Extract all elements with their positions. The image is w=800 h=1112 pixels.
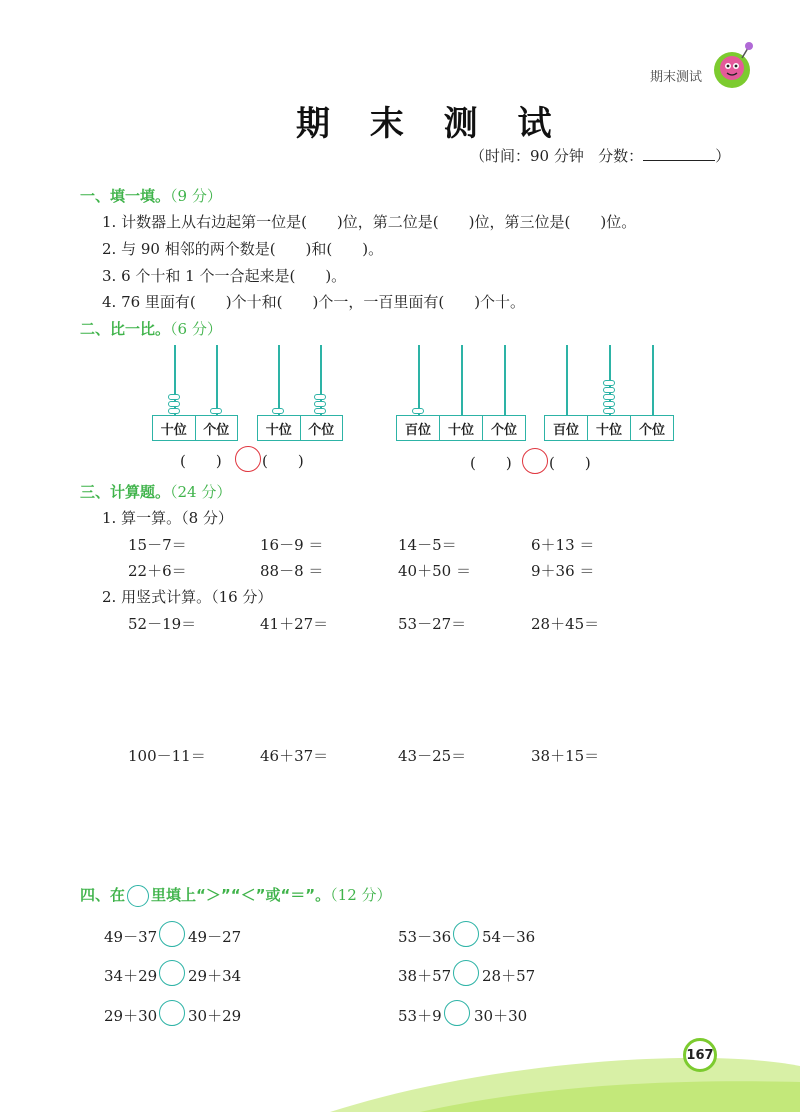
bead xyxy=(210,408,222,414)
place-ones: 个位 xyxy=(638,422,665,438)
bead xyxy=(272,408,284,414)
abacus-d-places xyxy=(544,415,674,441)
place-ones: 个位 xyxy=(308,422,335,438)
bead xyxy=(412,408,424,414)
bead xyxy=(603,401,615,407)
compare-blank[interactable] xyxy=(444,1000,470,1026)
bead xyxy=(603,387,615,393)
compare-blank[interactable] xyxy=(159,960,185,986)
place-hundreds: 百位 xyxy=(545,416,588,440)
place-tens: 十位 xyxy=(588,416,631,440)
abacus-c-rod-tens xyxy=(461,345,463,415)
calc-item: 40＋50 ＝ xyxy=(398,562,471,580)
place-ones: 个位 xyxy=(203,422,230,438)
calc-item: 9＋36 ＝ xyxy=(531,562,595,580)
mascot-icon xyxy=(712,40,756,92)
answer-paren-b[interactable]: ( ) xyxy=(262,452,304,470)
exam-score-label: 分数： xyxy=(598,147,644,165)
calc-item: 16－9 ＝ xyxy=(260,536,324,554)
vertical-calc-item: 100－11＝ xyxy=(128,747,206,765)
bead xyxy=(314,394,326,400)
calc-item: 14－5＝ xyxy=(398,536,457,554)
compare-left-a: 29＋30 xyxy=(104,1007,158,1025)
compare-left-a: 34＋29 xyxy=(104,967,158,985)
compare-right-b: 30＋30 xyxy=(474,1007,528,1025)
vertical-calc-item: 28＋45＝ xyxy=(531,615,600,633)
fill-question-2: 2. 与 90 相邻的两个数是( )和( )。 xyxy=(102,240,384,258)
section-4-heading xyxy=(80,884,392,907)
section-1-points: （9 分） xyxy=(170,187,222,205)
section-1-title: 一、填一填。 xyxy=(80,187,171,205)
bead xyxy=(603,408,615,414)
place-tens: 十位 xyxy=(440,416,483,440)
vertical-calc-item: 43－25＝ xyxy=(398,747,467,765)
section-4-points: （12 分） xyxy=(330,886,392,904)
abacus-d-rod-ones xyxy=(652,345,654,415)
section-2-title: 二、比一比。 xyxy=(80,320,171,338)
fill-question-4: 4. 76 里面有( )个十和( )个一，一百里面有( )个十。 xyxy=(102,293,526,311)
bead xyxy=(603,394,615,400)
abacus-a-rod-ones xyxy=(216,345,218,415)
abacus-b-places xyxy=(257,415,343,441)
compare-right-a: 53＋9 xyxy=(398,1007,442,1025)
compare-left-b: 29＋34 xyxy=(188,967,242,985)
calc-item: 88－8 ＝ xyxy=(260,562,324,580)
answer-paren-d[interactable]: ( ) xyxy=(549,454,591,472)
answer-paren-a[interactable]: ( ) xyxy=(180,452,222,470)
fill-question-1: 1. 计数器上从右边起第一位是( )位，第二位是( )位，第三位是( )位。 xyxy=(102,213,637,231)
section-4-title-a: 四、在 xyxy=(80,886,126,904)
fill-question-3: 3. 6 个十和 1 个一合起来是( )。 xyxy=(102,267,347,285)
abacus-b-rod-tens xyxy=(278,345,280,415)
compare-left-b: 30＋29 xyxy=(188,1007,242,1025)
vertical-calc-item: 38＋15＝ xyxy=(531,747,600,765)
place-tens: 十位 xyxy=(258,416,301,440)
compare-circle-1[interactable] xyxy=(235,446,261,472)
page-title: 期 末 测 试 xyxy=(296,104,566,144)
heading-circle-icon xyxy=(127,885,149,907)
compare-right-b: 28＋57 xyxy=(482,967,536,985)
vertical-calc-item: 52－19＝ xyxy=(128,615,197,633)
calc-item: 6＋13 ＝ xyxy=(531,536,595,554)
bead xyxy=(168,394,180,400)
section-2-points: （6 分） xyxy=(170,320,222,338)
section-3-heading xyxy=(80,481,231,502)
exam-time: （时间：90 分钟 xyxy=(470,147,584,165)
calc-sub2-title: 2. 用竖式计算。（16 分） xyxy=(102,588,273,606)
place-tens: 十位 xyxy=(153,416,196,440)
section-3-title: 三、计算题。 xyxy=(80,483,171,501)
calc-item: 22＋6＝ xyxy=(128,562,187,580)
compare-blank[interactable] xyxy=(159,921,185,947)
compare-right-a: 53－36 xyxy=(398,928,452,946)
bead xyxy=(314,401,326,407)
section-4-title-b: 里填上“＞”“＜”或“＝”。 xyxy=(151,886,331,904)
place-hundreds: 百位 xyxy=(397,416,440,440)
compare-left-b: 49－27 xyxy=(188,928,242,946)
vertical-calc-item: 53－27＝ xyxy=(398,615,467,633)
place-ones: 个位 xyxy=(490,422,517,438)
abacus-c-rod-ones xyxy=(504,345,506,415)
vertical-calc-item: 41＋27＝ xyxy=(260,615,329,633)
section-3-points: （24 分） xyxy=(170,483,232,501)
header-tag: 期末测试 xyxy=(650,70,703,85)
bead xyxy=(603,380,615,386)
exam-meta-close: ） xyxy=(715,147,731,165)
section-1-heading xyxy=(80,185,222,206)
abacus-d-rod-hundreds xyxy=(566,345,568,415)
vertical-calc-item: 46＋37＝ xyxy=(260,747,329,765)
compare-left-a: 49－37 xyxy=(104,928,158,946)
exam-meta xyxy=(470,145,730,166)
abacus-a-places xyxy=(152,415,238,441)
compare-right-a: 38＋57 xyxy=(398,967,452,985)
compare-blank[interactable] xyxy=(453,921,479,947)
calc-sub1-title: 1. 算一算。（8 分） xyxy=(102,509,233,527)
score-blank[interactable] xyxy=(643,146,715,161)
compare-circle-2[interactable] xyxy=(522,448,548,474)
compare-right-b: 54－36 xyxy=(482,928,536,946)
bead xyxy=(314,408,326,414)
bead xyxy=(168,401,180,407)
section-2-heading xyxy=(80,318,222,339)
abacus-c-places xyxy=(396,415,526,441)
calc-item: 15－7＝ xyxy=(128,536,187,554)
answer-paren-c[interactable]: ( ) xyxy=(470,454,512,472)
compare-blank[interactable] xyxy=(453,960,479,986)
page-number: 167 xyxy=(683,1038,717,1072)
compare-blank[interactable] xyxy=(159,1000,185,1026)
bead xyxy=(168,408,180,414)
abacus-c-rod-hundreds xyxy=(418,345,420,415)
